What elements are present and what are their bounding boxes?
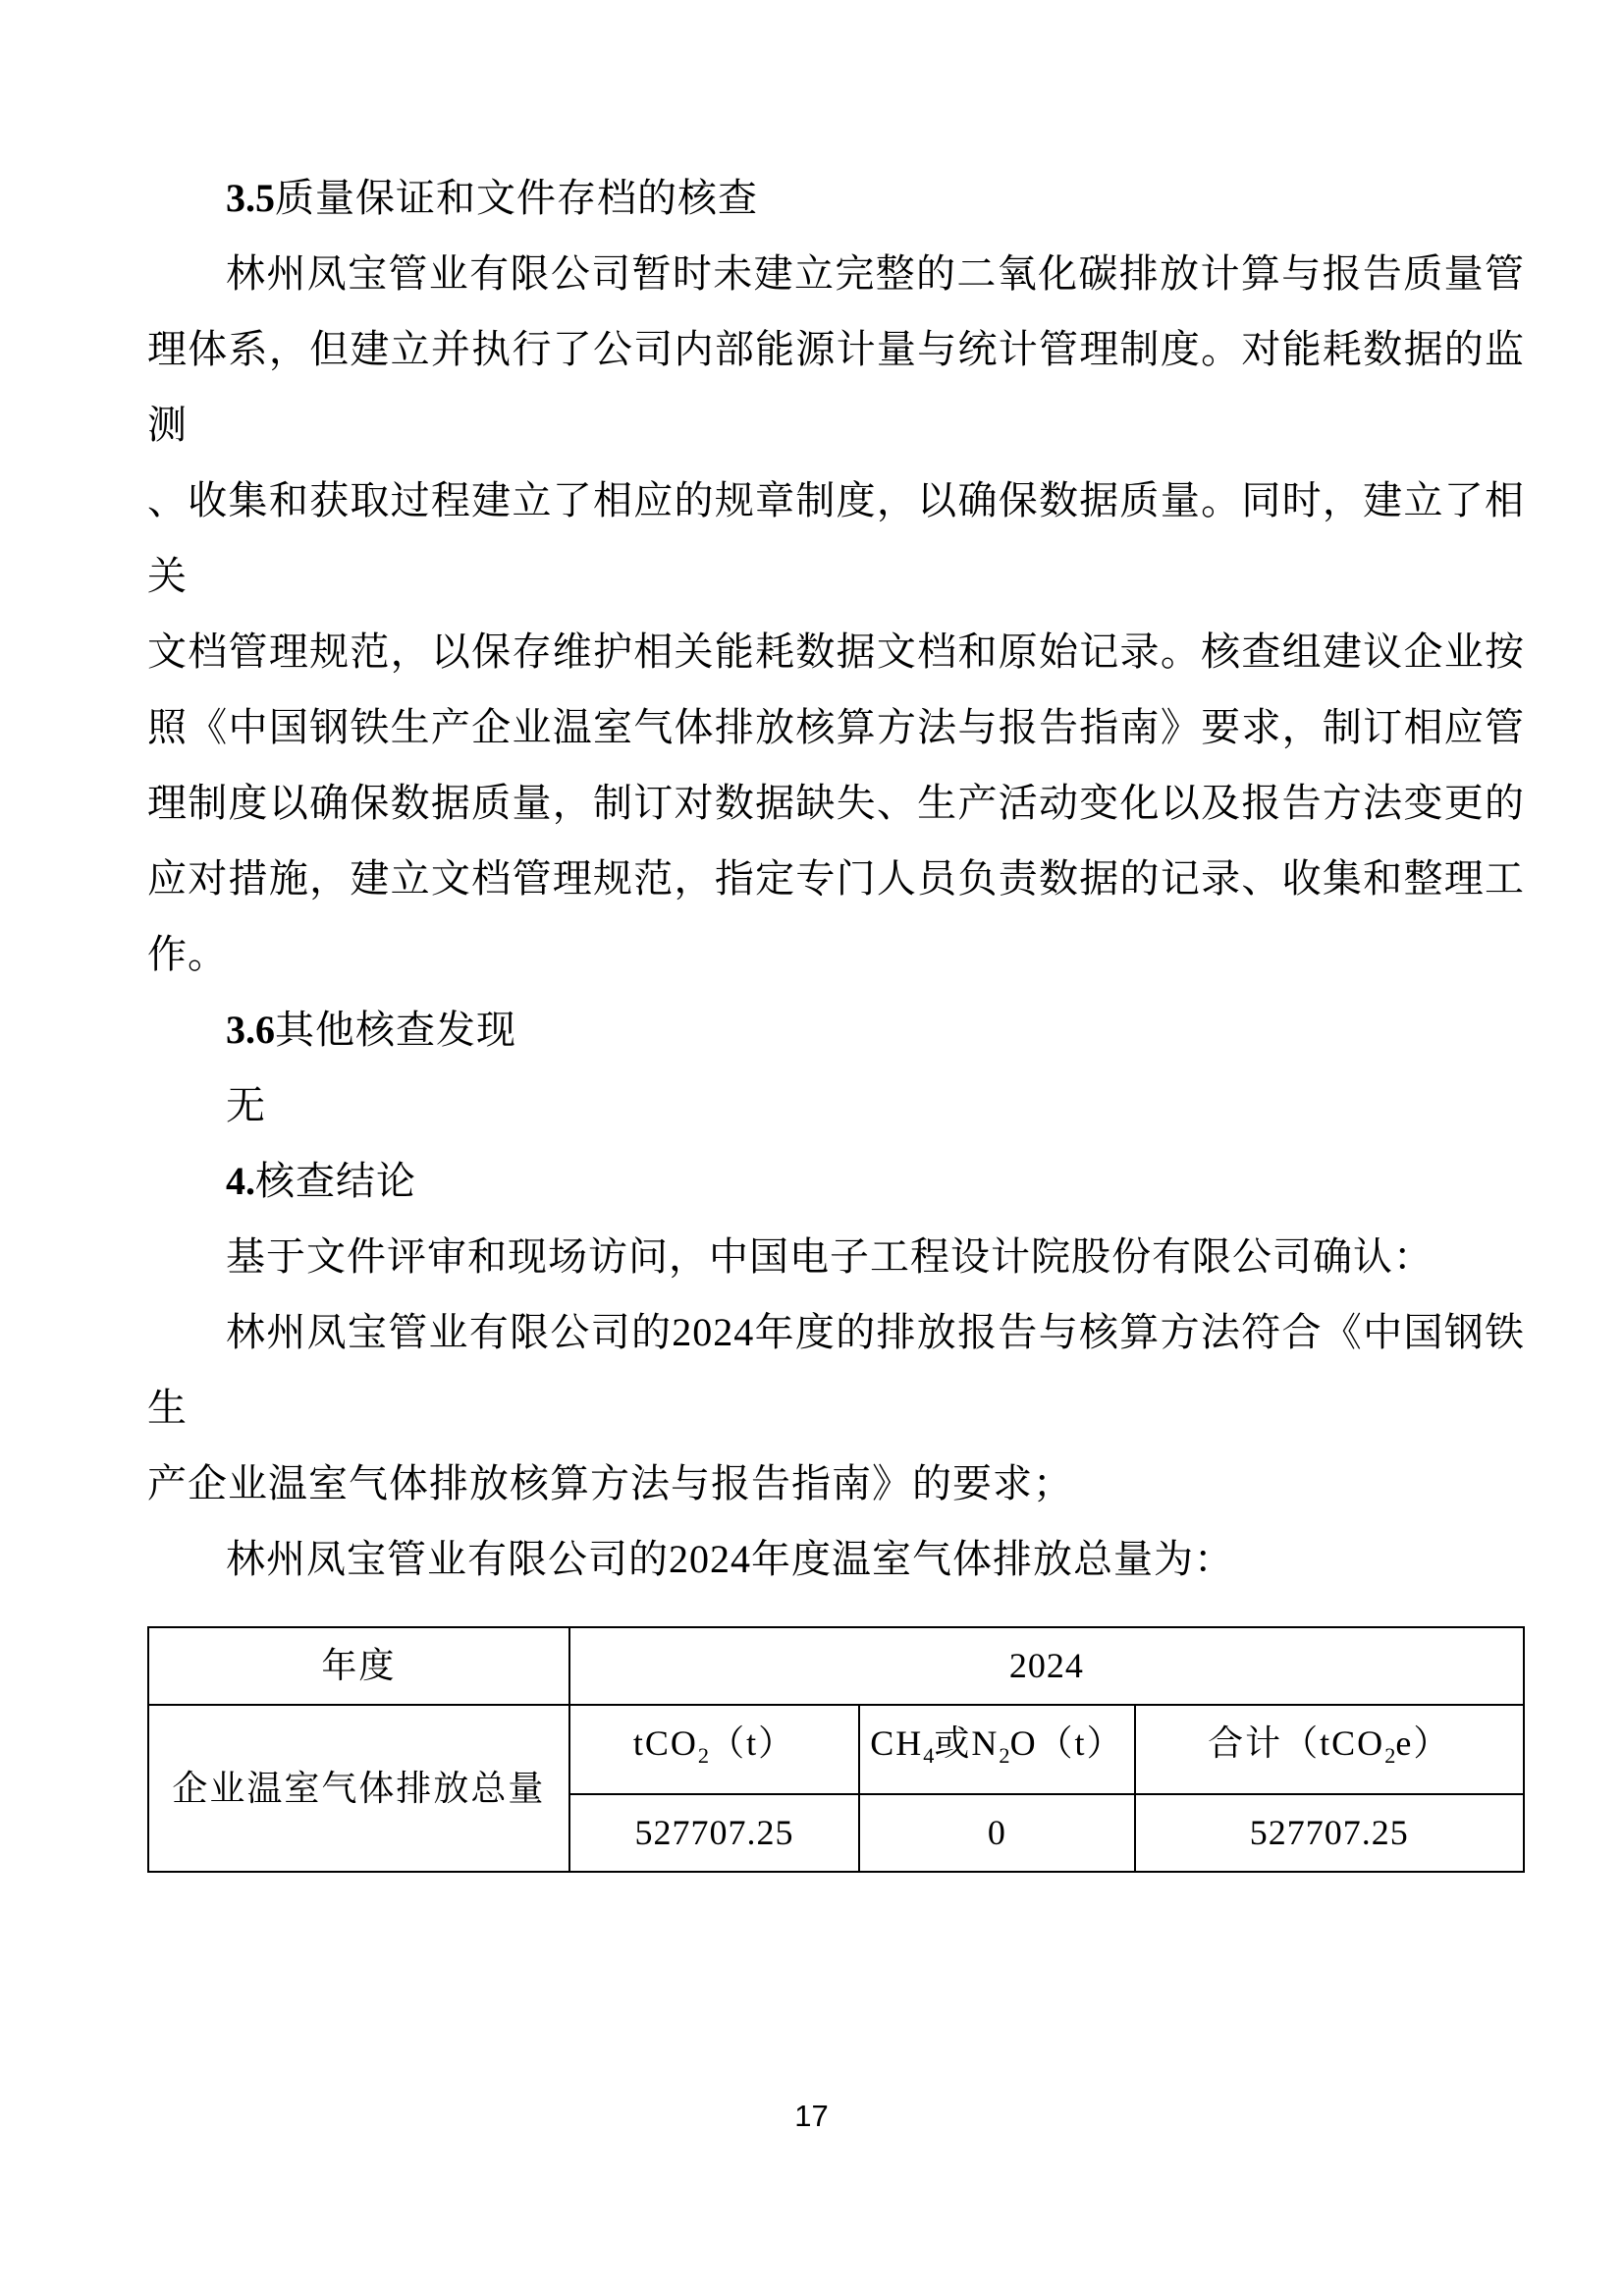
paragraph-line: 、收集和获取过程建立了相应的规章制度，以确保数据质量。同时，建立了相关: [147, 478, 1525, 598]
paragraph-line: 产企业温室气体排放核算方法与报告指南》的要求；: [147, 1461, 1073, 1505]
section-number-4: 4.: [226, 1159, 255, 1203]
section-heading-3-6: [147, 992, 1525, 1067]
page-content: [147, 160, 1525, 1873]
n2o-header-text: 或N: [934, 1723, 1000, 1763]
tco2-value-cell: 527707.25: [569, 1794, 860, 1872]
paragraph-line: 照《中国钢铁生产企业温室气体排放核算方法与报告指南》要求，制订相应管: [147, 705, 1525, 749]
year-value-cell: 2024: [569, 1627, 1524, 1705]
table-row-year: [148, 1627, 1524, 1705]
ch4-subscript: 4: [923, 1743, 935, 1769]
paragraph-line: 林州凤宝管业有限公司的2024年度的排放报告与核算方法符合《中国钢铁生: [147, 1310, 1525, 1430]
total-emissions-label-cell: 企业温室气体排放总量: [148, 1705, 569, 1872]
tco2-header-text: tCO: [632, 1723, 698, 1763]
tco2-subscript: 2: [697, 1743, 710, 1769]
tco2-header-cell: [569, 1705, 860, 1794]
tco2-unit-text: （t）: [709, 1723, 796, 1763]
total-value-cell: 527707.25: [1135, 1794, 1525, 1872]
section-heading-4: [147, 1143, 1525, 1219]
ch4-header-text: CH: [870, 1723, 924, 1763]
emissions-summary-table: [147, 1626, 1525, 1873]
total-unit-text: e）: [1395, 1723, 1451, 1763]
paragraph-line: 作。: [147, 932, 228, 976]
section-heading-3-5: [147, 160, 1525, 236]
paragraph-total-intro: 林州凤宝管业有限公司的2024年度温室气体排放总量为：: [226, 1537, 1234, 1581]
n2o-unit-text: O（t）: [1009, 1723, 1124, 1763]
paragraph-line: 应对措施，建立文档管理规范，指定专门人员负责数据的记录、收集和整理工: [147, 856, 1525, 901]
section-title-4: 核查结论: [255, 1159, 416, 1203]
ch4-n2o-header-cell: [859, 1705, 1134, 1794]
paragraph-line: 林州凤宝管业有限公司暂时未建立完整的二氧化碳排放计算与报告质量管: [226, 251, 1525, 296]
total-header-cell: [1135, 1705, 1525, 1794]
n2o-subscript: 2: [999, 1743, 1010, 1769]
paragraph-line: 理制度以确保数据质量，制订对数据缺失、生产活动变化以及报告方法变更的: [147, 781, 1525, 825]
table-row-headers: [148, 1705, 1524, 1794]
paragraph-confirmation: 基于文件评审和现场访问，中国电子工程设计院股份有限公司确认：: [226, 1234, 1434, 1279]
paragraph-none: 无: [226, 1083, 266, 1127]
ch4-n2o-value-cell: 0: [859, 1794, 1134, 1872]
section-number-3-6: 3.6: [226, 1008, 275, 1052]
paragraph-line: 文档管理规范，以保存维护相关能耗数据文档和原始记录。核查组建议企业按: [147, 629, 1525, 674]
page-number: 17: [794, 2099, 829, 2133]
total-subscript: 2: [1384, 1743, 1396, 1769]
section-number-3-5: 3.5: [226, 176, 275, 220]
total-header-text: 合计（tCO: [1208, 1723, 1385, 1763]
section-title-3-5: 质量保证和文件存档的核查: [275, 176, 758, 220]
year-label-cell: 年度: [148, 1627, 569, 1705]
section-title-3-6: 其他核查发现: [275, 1008, 516, 1052]
paragraph-line: 理体系，但建立并执行了公司内部能源计量与统计管理制度。对能耗数据的监测: [147, 327, 1525, 447]
